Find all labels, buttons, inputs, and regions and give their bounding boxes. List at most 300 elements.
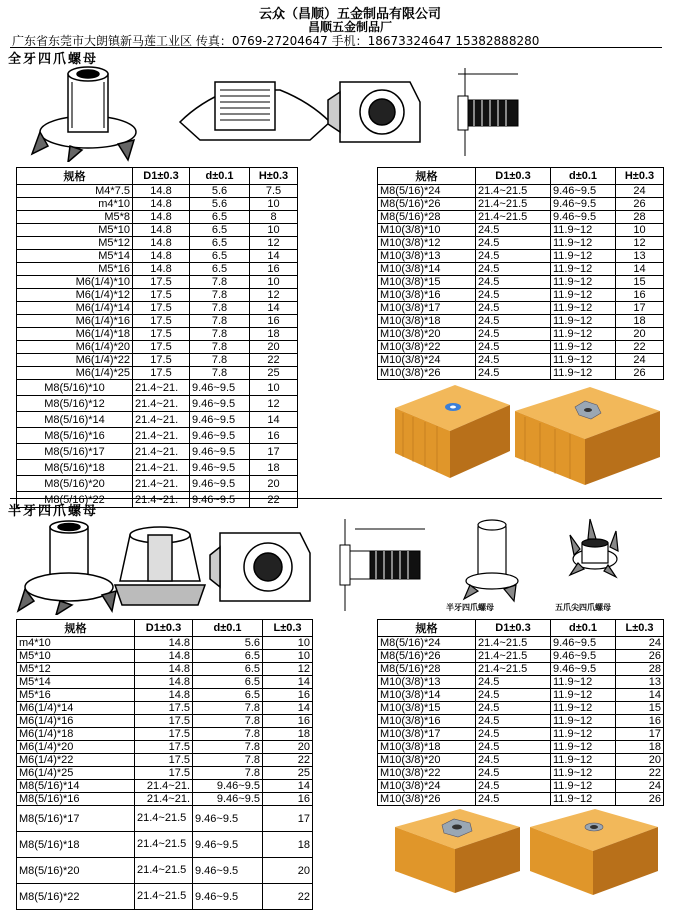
cell-d: 11.9~12 [551, 315, 616, 328]
cell-d: 9.46~9.5 [193, 858, 263, 884]
table-row [17, 715, 313, 728]
cell-d1: 17.5 [133, 367, 190, 380]
cell-spec: M8(5/16)*24 [378, 637, 476, 650]
cell-h: 24 [616, 185, 664, 198]
cell-d1: 17.5 [133, 276, 190, 289]
cell-spec: M8(5/16)*18 [17, 460, 133, 476]
cell-spec: M8(5/16)*12 [17, 396, 133, 412]
cell-d1: 17.5 [133, 289, 190, 302]
cell-h: 26 [616, 198, 664, 211]
cell-d1: 14.8 [133, 263, 190, 276]
cell-d: 11.9~12 [551, 754, 616, 767]
cell-d: 9.46~9.5 [551, 211, 616, 224]
cell-d: 7.8 [190, 315, 250, 328]
cell-d1: 17.5 [135, 702, 193, 715]
table-row [378, 224, 664, 237]
five-prong-nut-icon [570, 519, 618, 577]
table-row [378, 211, 664, 224]
cell-d: 11.9~12 [551, 715, 616, 728]
cell-d: 7.8 [190, 302, 250, 315]
cell-d: 6.5 [190, 224, 250, 237]
cell-d: 9.46~9.5 [193, 832, 263, 858]
cell-h: 14 [263, 676, 313, 689]
table-row [17, 767, 313, 780]
cell-spec: M6(1/4)*16 [17, 715, 135, 728]
table-row [17, 250, 298, 263]
table-row [378, 276, 664, 289]
cell-h: 20 [263, 741, 313, 754]
cell-d: 6.5 [193, 689, 263, 702]
table-row [17, 793, 313, 806]
cell-d1: 24.5 [476, 754, 551, 767]
table-row [17, 412, 298, 428]
caption-five-prong: 五爪尖四爪螺母 [555, 603, 611, 612]
cell-d1: 24.5 [476, 767, 551, 780]
table-row [378, 650, 664, 663]
table-row [17, 328, 298, 341]
cell-d1: 21.4~21. [133, 476, 190, 492]
cell-d: 11.9~12 [551, 367, 616, 380]
cell-spec: M6(1/4)*18 [17, 328, 133, 341]
cell-spec: M10(3/8)*14 [378, 689, 476, 702]
cell-d1: 14.8 [133, 198, 190, 211]
cell-h: 12 [250, 396, 298, 412]
tee-nut-top-icon [328, 82, 420, 142]
table-row [378, 780, 664, 793]
cell-d: 9.46~9.5 [193, 884, 263, 910]
cell-d1: 24.5 [476, 302, 551, 315]
half-nut-iso-icon [18, 521, 116, 615]
cell-h: 12 [263, 663, 313, 676]
cell-spec: M8(5/16)*14 [17, 780, 135, 793]
cell-d: 11.9~12 [551, 341, 616, 354]
cell-h: 20 [616, 754, 664, 767]
cell-spec: M8(5/16)*17 [17, 444, 133, 460]
cell-spec: M6(1/4)*20 [17, 741, 135, 754]
cell-h: 20 [263, 858, 313, 884]
cell-h: 10 [263, 650, 313, 663]
cell-h: 18 [616, 741, 664, 754]
cell-spec: M10(3/8)*18 [378, 741, 476, 754]
cell-d: 7.8 [193, 767, 263, 780]
cell-spec: M10(3/8)*16 [378, 289, 476, 302]
cell-spec: M6(1/4)*25 [17, 767, 135, 780]
table-row [17, 858, 313, 884]
col-spec: 规格 [378, 168, 476, 185]
table-row [17, 367, 298, 380]
cell-h: 16 [616, 289, 664, 302]
cell-spec: M10(3/8)*17 [378, 302, 476, 315]
cell-h: 14 [250, 302, 298, 315]
cell-d1: 17.5 [133, 315, 190, 328]
table-row [17, 741, 313, 754]
cell-h: 10 [250, 198, 298, 211]
cell-h: 12 [250, 237, 298, 250]
cell-d1: 21.4~21.5 [135, 806, 193, 832]
half-thread-table-left [16, 619, 313, 910]
cell-h: 26 [616, 367, 664, 380]
cell-spec: M6(1/4)*10 [17, 276, 133, 289]
cell-h: 22 [263, 884, 313, 910]
cell-d1: 24.5 [476, 250, 551, 263]
table-row [17, 341, 298, 354]
table-row [378, 237, 664, 250]
cell-spec: M10(3/8)*20 [378, 328, 476, 341]
table-row [17, 263, 298, 276]
cell-d1: 17.5 [133, 354, 190, 367]
table-row [378, 263, 664, 276]
tee-nut-iso-icon [32, 67, 136, 162]
col-d: d±0.1 [190, 168, 250, 185]
cell-d: 11.9~12 [551, 276, 616, 289]
cell-d1: 21.4~21. [133, 380, 190, 396]
cell-h: 18 [616, 315, 664, 328]
cell-spec: M6(1/4)*14 [17, 702, 135, 715]
cell-spec: M8(5/16)*16 [17, 793, 135, 806]
cell-d: 6.5 [190, 237, 250, 250]
cell-d: 11.9~12 [551, 263, 616, 276]
half-thread-nut-drawings [10, 515, 670, 615]
cell-h: 20 [250, 341, 298, 354]
cell-spec: M5*10 [17, 650, 135, 663]
cell-d: 7.8 [190, 354, 250, 367]
cell-d1: 17.5 [135, 715, 193, 728]
cell-d: 9.46~9.5 [190, 380, 250, 396]
cell-h: 18 [250, 328, 298, 341]
wood-block-right [515, 387, 660, 485]
wood-block-right [530, 809, 658, 895]
cell-d1: 21.4~21. [133, 396, 190, 412]
cell-spec: m4*10 [17, 198, 133, 211]
cell-d: 9.46~9.5 [193, 780, 263, 793]
table-row [17, 185, 298, 198]
cell-d: 6.5 [193, 663, 263, 676]
cell-d: 7.8 [190, 341, 250, 354]
cell-d: 9.46~9.5 [551, 637, 616, 650]
cell-h: 26 [616, 793, 664, 806]
cell-h: 18 [263, 832, 313, 858]
cell-d: 11.9~12 [551, 702, 616, 715]
cell-spec: M10(3/8)*10 [378, 224, 476, 237]
table-row [17, 832, 313, 858]
cell-d: 9.46~9.5 [190, 444, 250, 460]
cell-spec: M10(3/8)*24 [378, 780, 476, 793]
section-rule [10, 498, 662, 499]
cell-spec: M10(3/8)*15 [378, 702, 476, 715]
cell-h: 14 [263, 702, 313, 715]
cell-spec: M8(5/16)*22 [17, 492, 133, 508]
cell-d: 9.46~9.5 [193, 806, 263, 832]
cell-d: 7.8 [193, 754, 263, 767]
cell-d1: 14.8 [135, 689, 193, 702]
table-row [378, 689, 664, 702]
table-row [17, 380, 298, 396]
cell-d1: 14.8 [133, 224, 190, 237]
cell-d: 9.46~9.5 [193, 793, 263, 806]
table-row [17, 884, 313, 910]
cell-d1: 17.5 [133, 302, 190, 315]
cell-spec: M8(5/16)*16 [17, 428, 133, 444]
table-row [378, 676, 664, 689]
cell-d1: 17.5 [135, 741, 193, 754]
table-row [17, 689, 313, 702]
table-row [17, 211, 298, 224]
table-row [17, 237, 298, 250]
cell-spec: M6(1/4)*14 [17, 302, 133, 315]
cell-spec: M6(1/4)*16 [17, 315, 133, 328]
table-row [378, 250, 664, 263]
half-nut-photo-icon [464, 520, 518, 601]
cell-d1: 17.5 [133, 328, 190, 341]
cell-spec: M6(1/4)*22 [17, 754, 135, 767]
wood-block-left [395, 385, 510, 478]
col-d1: D1±0.3 [135, 620, 193, 637]
table-row [17, 780, 313, 793]
cell-spec: M10(3/8)*24 [378, 354, 476, 367]
table-row [378, 728, 664, 741]
cell-d: 11.9~12 [551, 741, 616, 754]
cell-spec: M5*16 [17, 263, 133, 276]
table-row [378, 315, 664, 328]
cell-d: 9.46~9.5 [190, 460, 250, 476]
cell-spec: M10(3/8)*15 [378, 276, 476, 289]
cell-d: 7.8 [190, 289, 250, 302]
table-row [378, 328, 664, 341]
cell-h: 10 [250, 380, 298, 396]
cell-d: 6.5 [190, 211, 250, 224]
cell-d1: 21.4~21. [133, 428, 190, 444]
cell-spec: M10(3/8)*12 [378, 237, 476, 250]
cell-d1: 21.4~21.5 [476, 650, 551, 663]
cell-d1: 24.5 [476, 354, 551, 367]
cell-d1: 24.5 [476, 224, 551, 237]
col-l: L±0.3 [263, 620, 313, 637]
cell-d1: 24.5 [476, 276, 551, 289]
cell-d: 11.9~12 [551, 224, 616, 237]
cell-h: 28 [616, 663, 664, 676]
cell-d: 9.46~9.5 [551, 650, 616, 663]
cell-h: 22 [250, 492, 298, 508]
table-row [17, 460, 298, 476]
cell-spec: M10(3/8)*26 [378, 793, 476, 806]
cell-d: 11.9~12 [551, 289, 616, 302]
cell-h: 22 [250, 354, 298, 367]
cell-d: 9.46~9.5 [190, 428, 250, 444]
table-row [17, 428, 298, 444]
table-row [378, 354, 664, 367]
full-thread-table-left [16, 167, 298, 508]
cell-d1: 14.8 [133, 211, 190, 224]
cell-d1: 24.5 [476, 367, 551, 380]
cell-h: 15 [616, 702, 664, 715]
factory-name: 昌顺五金制品厂 [307, 20, 392, 34]
cell-d1: 21.4~21.5 [476, 198, 551, 211]
table-row [378, 185, 664, 198]
tee-nut-cutaway-icon [180, 82, 330, 140]
cell-d1: 14.8 [135, 663, 193, 676]
cell-spec: M8(5/16)*28 [378, 211, 476, 224]
cell-spec: M5*14 [17, 250, 133, 263]
cell-h: 16 [263, 715, 313, 728]
table-row [17, 702, 313, 715]
cell-h: 22 [263, 754, 313, 767]
cell-spec: M10(3/8)*20 [378, 754, 476, 767]
col-d1: D1±0.3 [476, 620, 551, 637]
cell-spec: m4*10 [17, 637, 135, 650]
cell-spec: M8(5/16)*10 [17, 380, 133, 396]
wood-block-photo-2 [390, 797, 665, 897]
cell-spec: M5*12 [17, 663, 135, 676]
cell-h: 14 [616, 689, 664, 702]
cell-h: 17 [250, 444, 298, 460]
cell-d1: 21.4~21.5 [476, 185, 551, 198]
cell-d1: 14.8 [133, 250, 190, 263]
col-h: H±0.3 [250, 168, 298, 185]
section-title-half-thread: 半牙四爪螺母 [8, 504, 99, 519]
cell-h: 22 [616, 767, 664, 780]
wood-block-photo [385, 373, 665, 488]
cell-h: 12 [250, 289, 298, 302]
cell-h: 18 [250, 460, 298, 476]
cell-h: 14 [250, 250, 298, 263]
cell-d1: 17.5 [133, 341, 190, 354]
cell-d: 11.9~12 [551, 793, 616, 806]
cell-d: 7.8 [190, 276, 250, 289]
cell-d: 5.6 [193, 637, 263, 650]
cell-h: 16 [250, 428, 298, 444]
cell-d: 5.6 [190, 185, 250, 198]
col-h: H±0.3 [616, 168, 664, 185]
table-row [17, 289, 298, 302]
cell-d1: 21.4~21.5 [135, 832, 193, 858]
cell-d1: 24.5 [476, 263, 551, 276]
cell-spec: M10(3/8)*22 [378, 341, 476, 354]
cell-d1: 17.5 [135, 728, 193, 741]
table-row [17, 198, 298, 211]
half-nut-cutaway-icon [115, 527, 205, 605]
table-row [378, 767, 664, 780]
cell-d: 11.9~12 [551, 780, 616, 793]
cell-h: 17 [263, 806, 313, 832]
cell-d: 11.9~12 [551, 689, 616, 702]
table-row [378, 754, 664, 767]
col-d1: D1±0.3 [476, 168, 551, 185]
cell-d: 11.9~12 [551, 237, 616, 250]
cell-spec: M6(1/4)*25 [17, 367, 133, 380]
cell-h: 14 [616, 263, 664, 276]
cell-d: 7.8 [190, 367, 250, 380]
table-row [378, 289, 664, 302]
table-row [378, 663, 664, 676]
cell-h: 10 [616, 224, 664, 237]
cell-spec: M8(5/16)*28 [378, 663, 476, 676]
cell-d: 11.9~12 [551, 676, 616, 689]
cell-d: 9.46~9.5 [190, 476, 250, 492]
header-rule [10, 47, 662, 48]
col-d: d±0.1 [551, 168, 616, 185]
cell-spec: M8(5/16)*20 [17, 476, 133, 492]
col-d1: D1±0.3 [133, 168, 190, 185]
cell-d: 11.9~12 [551, 302, 616, 315]
table-row [378, 341, 664, 354]
cell-d1: 24.5 [476, 715, 551, 728]
col-spec: 规格 [17, 168, 133, 185]
cell-h: 22 [616, 341, 664, 354]
cell-d1: 21.4~21. [135, 780, 193, 793]
section-title-full-thread: 全牙四爪螺母 [8, 52, 99, 67]
contact-line: 广东省东莞市大朗镇新马莲工业区 传真：0769-27204647 手机：18673324647 15382888280 [12, 34, 540, 48]
cell-d: 6.5 [190, 263, 250, 276]
cell-h: 25 [250, 367, 298, 380]
cell-d: 5.6 [190, 198, 250, 211]
cell-h: 8 [250, 211, 298, 224]
cell-d: 6.5 [193, 650, 263, 663]
cell-spec: M8(5/16)*14 [17, 412, 133, 428]
cell-d1: 21.4~21.5 [135, 858, 193, 884]
table-row [17, 663, 313, 676]
cell-d: 9.46~9.5 [551, 185, 616, 198]
cell-h: 7.5 [250, 185, 298, 198]
cell-h: 26 [616, 650, 664, 663]
cell-h: 24 [616, 780, 664, 793]
cell-d: 7.8 [193, 741, 263, 754]
table-row [17, 728, 313, 741]
table-row [17, 444, 298, 460]
cell-spec: M10(3/8)*22 [378, 767, 476, 780]
cell-h: 20 [250, 476, 298, 492]
table-row [17, 476, 298, 492]
cell-h: 14 [250, 412, 298, 428]
cell-d: 7.8 [190, 328, 250, 341]
table-row [17, 676, 313, 689]
cell-spec: M8(5/16)*22 [17, 884, 135, 910]
cell-h: 20 [616, 328, 664, 341]
cell-d1: 24.5 [476, 341, 551, 354]
cell-h: 16 [263, 793, 313, 806]
cell-spec: M10(3/8)*17 [378, 728, 476, 741]
table-row [378, 198, 664, 211]
cell-h: 13 [616, 250, 664, 263]
cell-h: 10 [263, 637, 313, 650]
cell-d: 11.9~12 [551, 728, 616, 741]
full-thread-nut-drawings [10, 62, 530, 162]
cell-spec: M6(1/4)*12 [17, 289, 133, 302]
cell-d: 6.5 [193, 676, 263, 689]
cell-h: 28 [616, 211, 664, 224]
half-nut-top-icon [210, 533, 310, 601]
col-d: d±0.1 [193, 620, 263, 637]
cell-d1: 24.5 [476, 676, 551, 689]
cell-d: 7.8 [193, 728, 263, 741]
table-row [378, 302, 664, 315]
cell-spec: M8(5/16)*26 [378, 650, 476, 663]
cell-d1: 24.5 [476, 780, 551, 793]
cell-d: 9.46~9.5 [551, 663, 616, 676]
cell-d1: 24.5 [476, 289, 551, 302]
cell-d1: 21.4~21. [135, 793, 193, 806]
cell-d1: 24.5 [476, 315, 551, 328]
table-row [378, 702, 664, 715]
caption-half-nut: 半牙四爪螺母 [446, 603, 494, 612]
cell-d1: 21.4~21. [133, 444, 190, 460]
table-row [17, 754, 313, 767]
cell-d: 6.5 [190, 250, 250, 263]
cell-spec: M8(5/16)*17 [17, 806, 135, 832]
full-thread-table-right [377, 167, 664, 380]
table-row [378, 741, 664, 754]
cell-spec: M8(5/16)*26 [378, 198, 476, 211]
cell-spec: M10(3/8)*26 [378, 367, 476, 380]
